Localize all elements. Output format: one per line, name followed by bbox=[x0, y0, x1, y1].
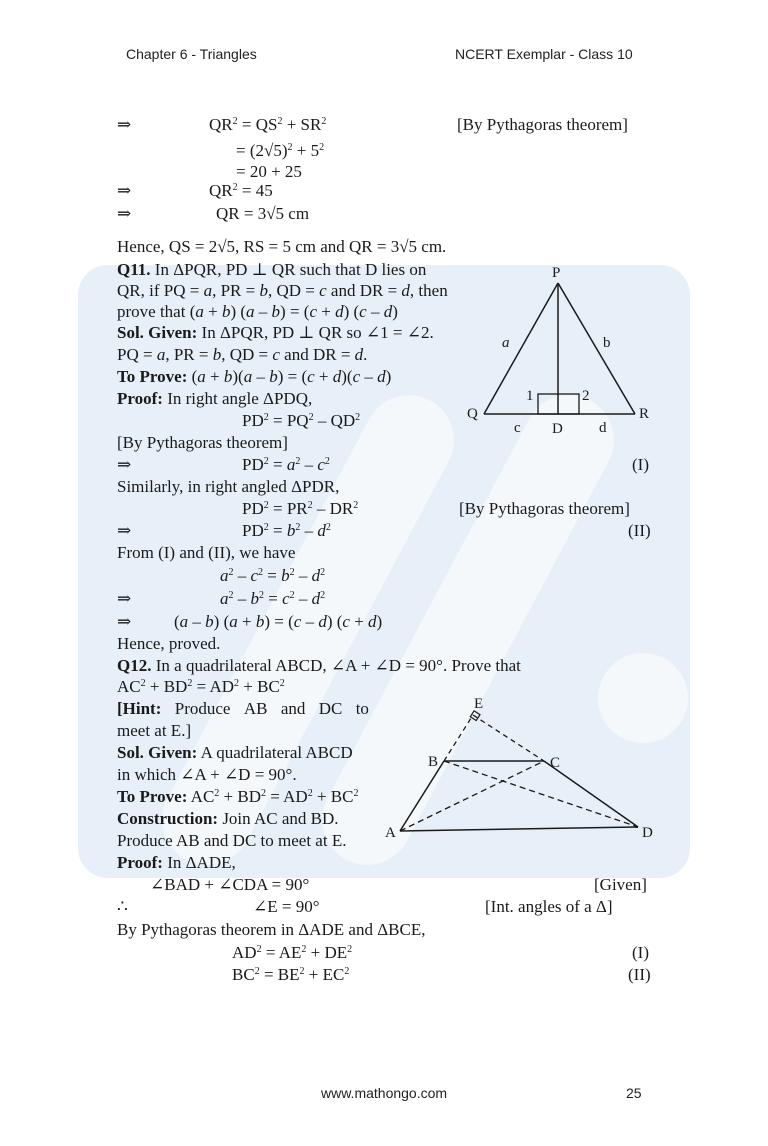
equation: $PD^2 = PQ^2 - QD^2$ bbox=[242, 411, 361, 430]
equation: $PD^2 = a^2 - c^2$ bbox=[242, 455, 330, 474]
equation: $PD^2 = PR^2 - DR^2$ bbox=[242, 499, 359, 518]
conclusion: Hence, QS = 2√5, RS = 5 cm and QR = 3√5 cm. bbox=[117, 237, 447, 256]
equation-tag: (I) bbox=[632, 943, 649, 962]
equation: ∠BAD + ∠CDA = 90° bbox=[150, 875, 310, 894]
implies-symbol: ⇒ bbox=[117, 115, 132, 134]
q12-hint: [Hint: Produce AB and DC to bbox=[117, 699, 369, 718]
equation: $BC^2 = BE^2 + EC^2$ bbox=[232, 965, 350, 984]
vertex-label-c: C bbox=[550, 755, 561, 771]
q11-proof: Proof: In right angle ΔPDQ, bbox=[117, 389, 313, 408]
chapter-title: Chapter 6 - Triangles bbox=[126, 46, 257, 62]
vertex-label-d: D bbox=[642, 825, 653, 841]
equation: = $(2√5)^2 + 5^2$ bbox=[236, 141, 325, 160]
equation: $a^2 - b^2 = c^2 - d^2$ bbox=[220, 589, 326, 608]
vertex-label-d: D bbox=[552, 421, 563, 437]
implies-symbol: ⇒ bbox=[117, 181, 132, 200]
vertex-label-p: P bbox=[552, 265, 561, 281]
equation: (a – b) (a + b) = (c – d) (c + d) bbox=[174, 612, 383, 631]
side-label-c: c bbox=[514, 420, 521, 436]
side-label-d: d bbox=[599, 420, 607, 436]
equation-tag: (I) bbox=[632, 455, 649, 474]
equation: $QR^2 = QS^2 + SR^2$ bbox=[209, 115, 327, 134]
equation: $QR^2 = 45$ bbox=[209, 181, 273, 200]
reason: [By Pythagoras theorem] bbox=[459, 499, 630, 518]
q12-question-line: Q12. In a quadrilateral ABCD, ∠A + ∠D = 90°. Prove that bbox=[117, 656, 521, 675]
q12-given: Sol. Given: A quadrilateral ABCD bbox=[117, 743, 353, 762]
equation: $AD^2 = AE^2 + DE^2$ bbox=[232, 943, 353, 962]
reason: [Int. angles of a Δ] bbox=[485, 897, 613, 916]
q12-proof: Proof: In ΔADE, bbox=[117, 853, 236, 872]
q11-question-line: Q11. In ΔPQR, PD ⊥ QR such that D lies on bbox=[117, 260, 427, 279]
q12-quadrilateral-figure bbox=[370, 690, 670, 850]
implies-symbol: ⇒ bbox=[117, 612, 132, 631]
side-label-a: a bbox=[502, 335, 510, 351]
angle-label-1: 1 bbox=[526, 388, 534, 404]
text-line: Hence, proved. bbox=[117, 634, 221, 653]
implies-symbol: ⇒ bbox=[117, 589, 132, 608]
q12-to-prove: To Prove: $AC^2 + BD^2 = AD^2 + BC^2$ bbox=[117, 787, 359, 806]
implies-symbol: ⇒ bbox=[117, 204, 132, 223]
q11-to-prove: To Prove: (a + b)(a – b) = (c + d)(c – d) bbox=[117, 367, 392, 386]
therefore-symbol: ∴ bbox=[117, 897, 128, 916]
equation: QR = 3√5 cm bbox=[216, 204, 310, 223]
q12-given: in which ∠A + ∠D = 90°. bbox=[117, 765, 297, 784]
vertex-label-b: B bbox=[428, 754, 439, 770]
equation: $PD^2 = b^2 - d^2$ bbox=[242, 521, 331, 540]
implies-symbol: ⇒ bbox=[117, 455, 132, 474]
text-line: From (I) and (II), we have bbox=[117, 543, 296, 562]
vertex-label-r: R bbox=[639, 406, 650, 422]
equation-tag: (II) bbox=[628, 521, 651, 540]
q11-given: Sol. Given: In ΔPQR, PD ⊥ QR so ∠1 = ∠2. bbox=[117, 323, 434, 342]
equation: ∠E = 90° bbox=[253, 897, 320, 916]
equation-tag: (II) bbox=[628, 965, 651, 984]
vertex-label-a: A bbox=[385, 825, 396, 841]
book-title: NCERT Exemplar - Class 10 bbox=[455, 46, 633, 62]
text-line: Similarly, in right angled ΔPDR, bbox=[117, 477, 340, 496]
side-label-b: b bbox=[603, 335, 611, 351]
q11-given: PQ = a, PR = b, QD = c and DR = d. bbox=[117, 345, 368, 364]
q12-hint: meet at E.] bbox=[117, 721, 192, 740]
q11-question-line: QR, if PQ = a, PR = b, QD = c and DR = d, then bbox=[117, 281, 448, 300]
q11-triangle-figure bbox=[450, 255, 670, 440]
website-link[interactable]: www.mathongo.com bbox=[321, 1085, 448, 1101]
vertex-label-e: E bbox=[474, 696, 484, 712]
q12-question-line: $AC^2 + BD^2 = AD^2 + BC^2$ bbox=[117, 677, 285, 696]
reason: [By Pythagoras theorem] bbox=[117, 433, 288, 452]
reason: [By Pythagoras theorem] bbox=[457, 115, 628, 134]
vertex-label-q: Q bbox=[467, 406, 478, 422]
implies-symbol: ⇒ bbox=[117, 521, 132, 540]
reason: [Given] bbox=[594, 875, 647, 894]
q12-construction: Produce AB and DC to meet at E. bbox=[117, 831, 347, 850]
angle-label-2: 2 bbox=[582, 388, 590, 404]
q11-question-line: prove that (a + b) (a – b) = (c + d) (c – d) bbox=[117, 302, 398, 321]
equation: = 20 + 25 bbox=[236, 162, 302, 181]
text-line: By Pythagoras theorem in ΔADE and ΔBCE, bbox=[117, 920, 426, 939]
page-number: 25 bbox=[626, 1085, 642, 1101]
equation: $a^2 - c^2 = b^2 - d^2$ bbox=[220, 566, 326, 585]
q12-construction: Construction: Join AC and BD. bbox=[117, 809, 339, 828]
